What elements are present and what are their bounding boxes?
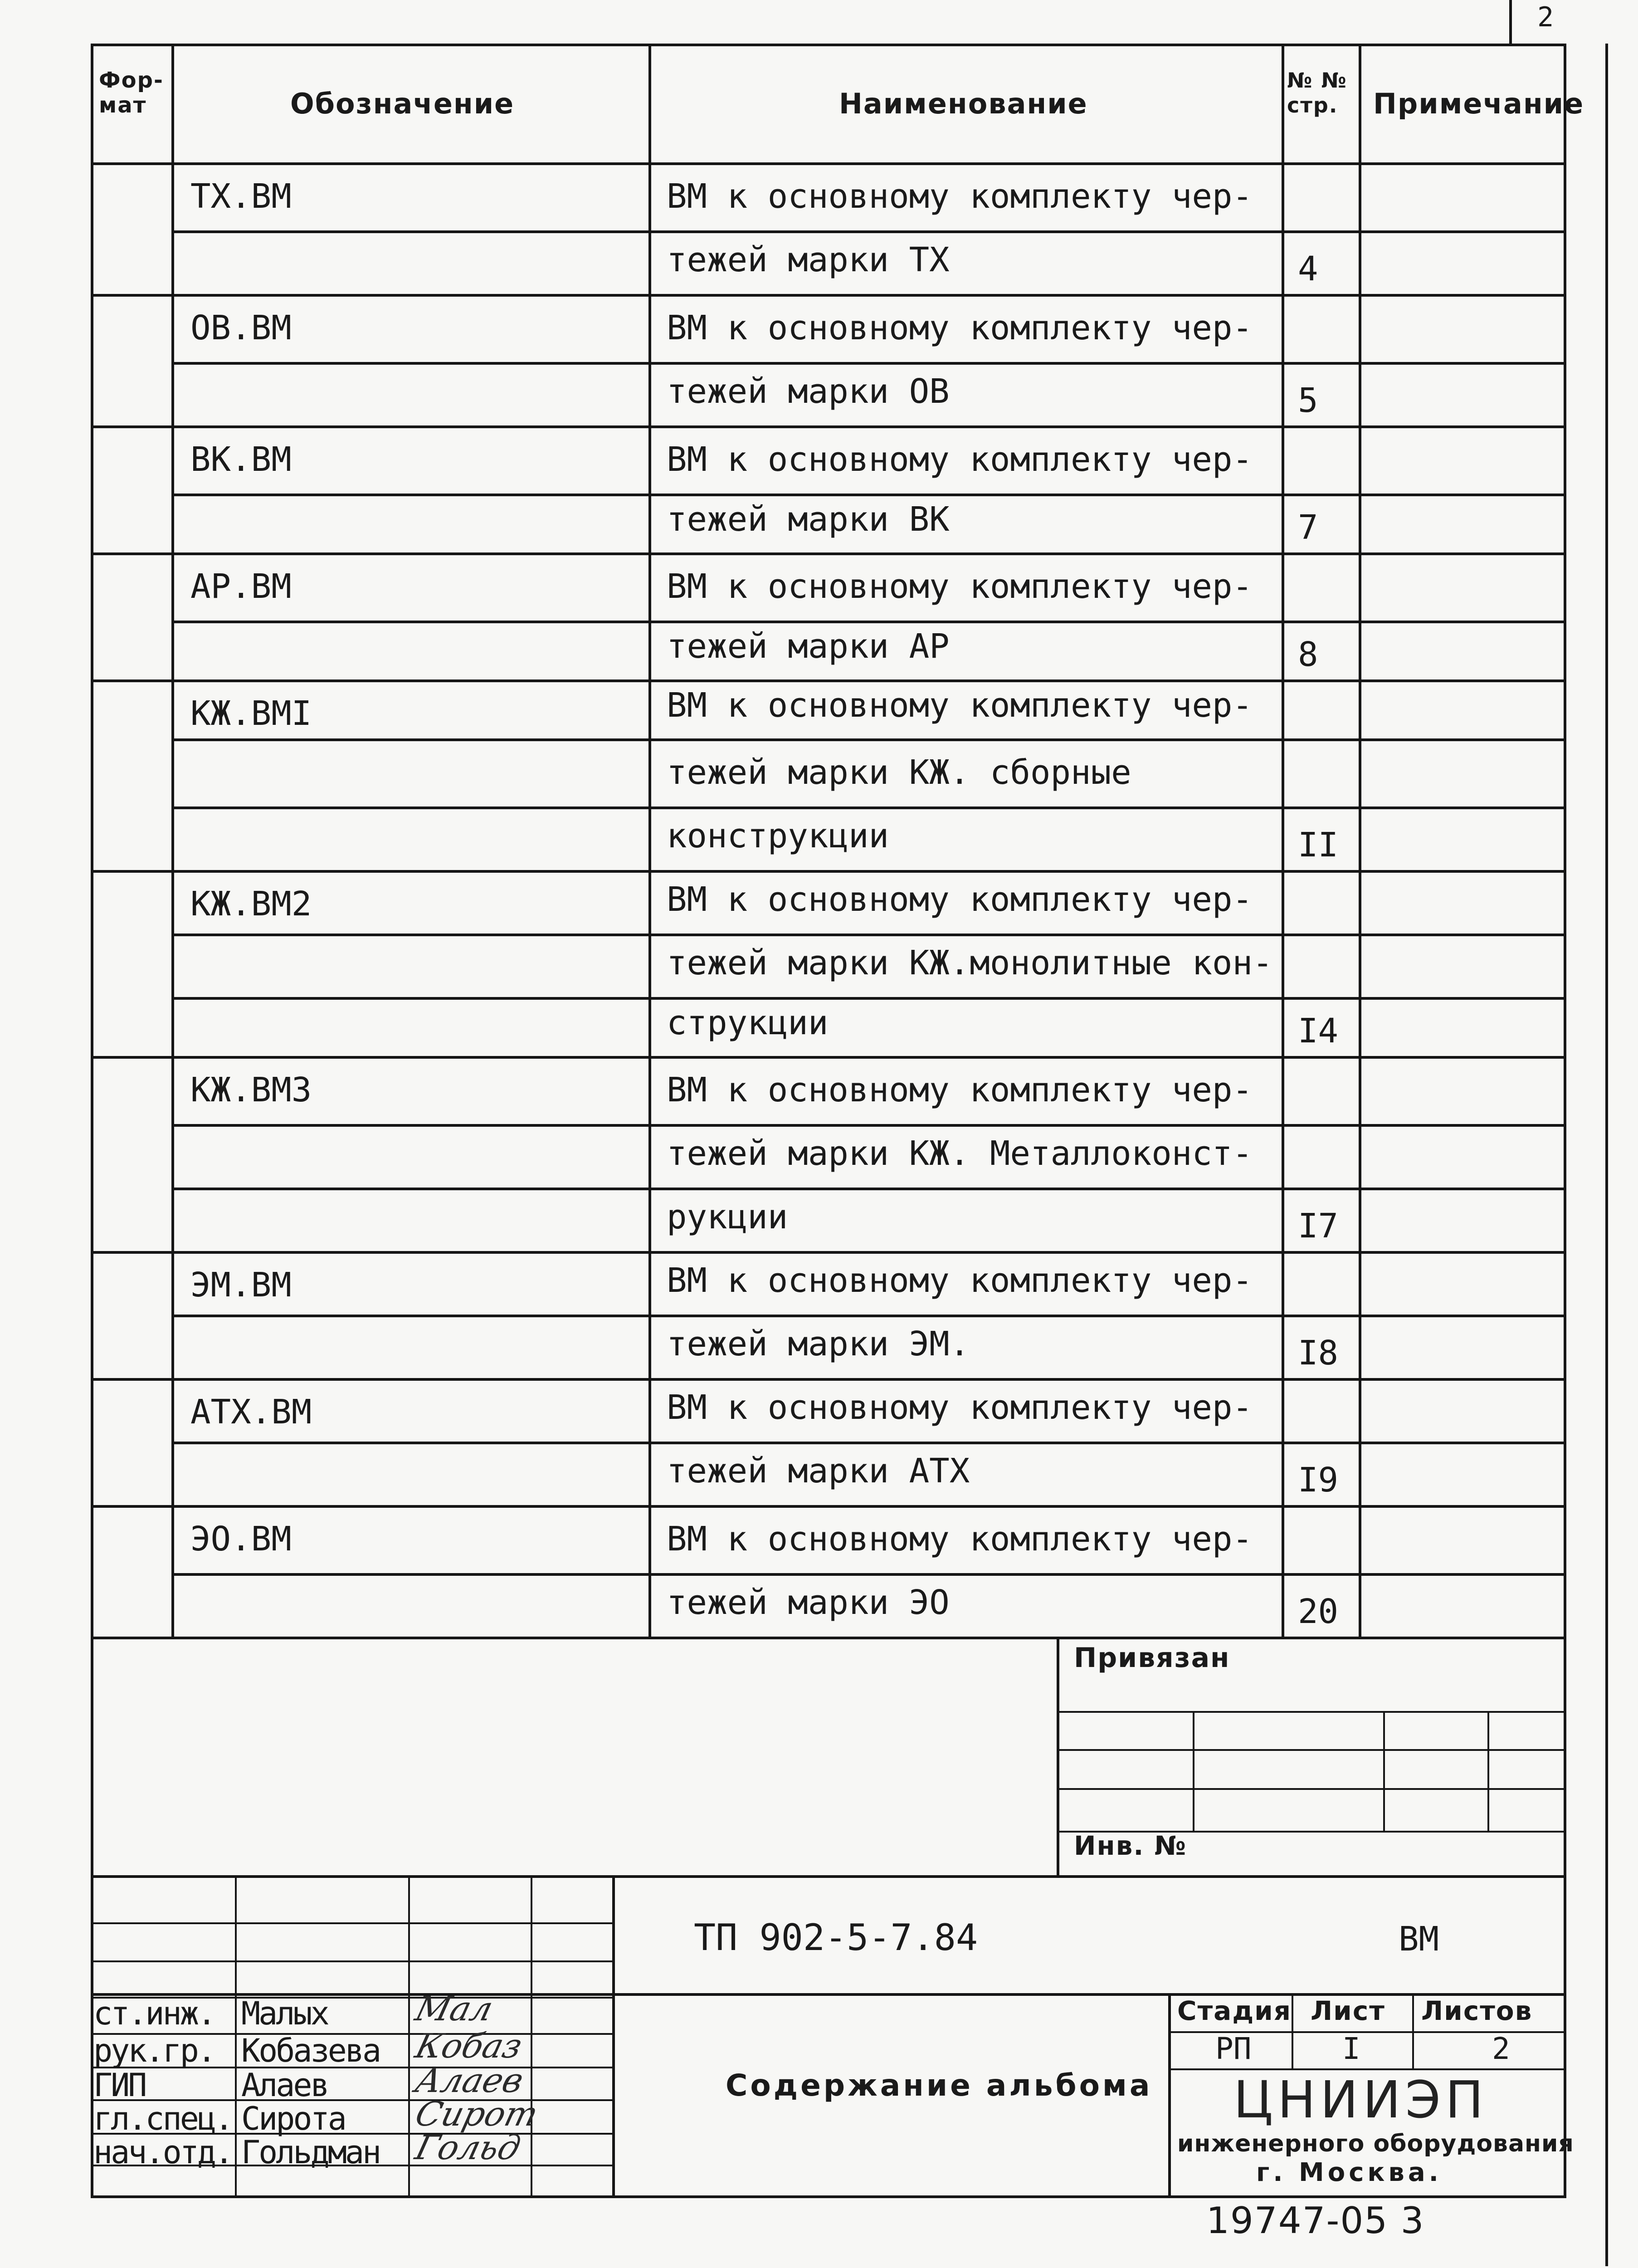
staff-role: ГИП	[93, 2067, 146, 2104]
tb-stage-col-1	[1292, 1993, 1293, 2068]
row-separator	[91, 1251, 1566, 1254]
tb-title-right-line	[1168, 1993, 1171, 2198]
row-separator	[171, 494, 1566, 496]
row-separator	[91, 552, 1566, 555]
sheet-label: Лист	[1311, 1995, 1385, 2026]
row-name: тежей марки ОВ	[667, 372, 950, 411]
binding-line-1	[1057, 1711, 1566, 1713]
staff-signature: Сирот	[411, 2095, 542, 2134]
binding-col-3	[1487, 1711, 1489, 1831]
row-designation: АТХ.ВМ	[190, 1393, 312, 1432]
title-block-top-line	[91, 1875, 1566, 1878]
header-note: Примечание	[1373, 87, 1584, 120]
binding-label: Привязан	[1074, 1642, 1230, 1674]
row-page: I9	[1298, 1461, 1339, 1500]
row-name: ВМ к основному комплекту чер-	[667, 686, 1253, 725]
table-header-bottom-line	[91, 162, 1566, 165]
row-separator	[171, 621, 1566, 623]
row-page: I7	[1298, 1207, 1339, 1246]
row-designation: КЖ.ВМ2	[190, 885, 312, 924]
doc-code: ТП 902-5-7.84	[694, 1916, 978, 1959]
row-name: тежей марки АР	[667, 627, 950, 666]
sheets-label: Листов	[1421, 1995, 1533, 2026]
stage-label: Стадия	[1177, 1995, 1292, 2026]
staff-name: Алаев	[241, 2067, 328, 2104]
col-line-page	[1359, 44, 1361, 1637]
row-separator	[171, 997, 1566, 1000]
row-designation: ОВ.ВМ	[190, 308, 292, 347]
row-separator	[171, 934, 1566, 936]
row-page: 4	[1298, 249, 1318, 288]
staff-role: нач.отд.	[93, 2134, 232, 2171]
row-name: рукции	[667, 1198, 788, 1237]
staff-name: Малых	[241, 1995, 328, 2032]
row-separator	[171, 1188, 1566, 1190]
corner-tick	[1509, 0, 1512, 44]
corner-mark: 2	[1537, 1, 1554, 33]
row-designation: КЖ.ВМI	[190, 694, 312, 733]
staff-name: Кобазева	[241, 2032, 380, 2069]
row-separator	[171, 362, 1566, 365]
tb-staff-line-2	[91, 1960, 612, 1962]
row-page: 20	[1298, 1592, 1339, 1631]
row-name: тежей марки ЭО	[667, 1583, 950, 1622]
staff-signature: Мал	[411, 1989, 497, 2028]
staff-signature: Алаев	[411, 2061, 527, 2100]
row-name: ВМ к основному комплекту чер-	[667, 177, 1253, 216]
stage-value: РП	[1215, 2031, 1252, 2066]
row-name: тежей марки КЖ. Металлоконст-	[667, 1134, 1253, 1173]
row-separator	[171, 1315, 1566, 1317]
row-name: тежей марки КЖ.монолитные кон-	[667, 943, 1273, 982]
col-line-designation	[648, 44, 651, 1637]
row-designation: ЭО.ВМ	[190, 1520, 292, 1559]
frame-bottom	[91, 2195, 1566, 2198]
row-designation: ТХ.ВМ	[190, 177, 292, 216]
row-separator	[171, 1124, 1566, 1127]
row-separator	[91, 679, 1566, 682]
row-designation: КЖ.ВМЗ	[190, 1070, 312, 1110]
binding-line-3	[1057, 1788, 1566, 1790]
row-name: ВМ к основному комплекту чер-	[667, 1070, 1253, 1110]
row-separator	[171, 1573, 1566, 1576]
table-bottom-line	[91, 1637, 1566, 1639]
row-separator	[91, 294, 1566, 297]
row-separator	[91, 1505, 1566, 1508]
header-page-no: № № стр.	[1287, 68, 1347, 118]
row-separator	[91, 1056, 1566, 1059]
doc-mark: ВМ	[1399, 1920, 1439, 1959]
tb-stage-col-2	[1412, 1993, 1414, 2068]
archive-number: 19747-05 3	[1206, 2200, 1425, 2242]
staff-signature: Кобаз	[411, 2027, 526, 2066]
row-separator	[171, 738, 1566, 741]
row-name: тежей марки ВК	[667, 500, 950, 539]
sheet-value: I	[1342, 2031, 1360, 2066]
tb-stage-value-line	[1168, 2068, 1566, 2070]
binding-col-2	[1383, 1711, 1385, 1831]
staff-role: ст.инж.	[93, 1995, 215, 2032]
row-page: II	[1298, 826, 1339, 865]
row-designation: ВК.ВМ	[190, 440, 292, 479]
row-page: I8	[1298, 1334, 1339, 1373]
frame-top	[91, 44, 1566, 46]
row-page: 8	[1298, 635, 1318, 674]
row-name: струкции	[667, 1003, 829, 1042]
row-separator	[171, 230, 1566, 233]
org-subtitle: инженерного оборудования	[1177, 2130, 1574, 2157]
staff-role: гл.спец.	[93, 2100, 232, 2137]
tb-staff-right-line	[612, 1875, 615, 2198]
outer-right-margin-line	[1605, 44, 1608, 2266]
staff-name: Гольдман	[241, 2134, 380, 2171]
row-name: конструкции	[667, 816, 889, 855]
binding-left-line	[1057, 1637, 1059, 1875]
row-page: I4	[1298, 1012, 1339, 1051]
row-page: 7	[1298, 508, 1318, 547]
header-format: Фор- мат	[99, 68, 164, 118]
row-separator	[91, 870, 1566, 873]
header-designation: Обозначение	[290, 87, 515, 120]
row-name: ВМ к основному комплекту чер-	[667, 440, 1253, 479]
row-name: ВМ к основному комплекту чер-	[667, 1520, 1253, 1559]
staff-signature: Гольд	[411, 2128, 525, 2167]
row-designation: АР.ВМ	[190, 567, 292, 606]
staff-role: рук.гр.	[93, 2032, 215, 2069]
sheets-value: 2	[1492, 2031, 1510, 2066]
row-name: ВМ к основному комплекту чер-	[667, 1388, 1253, 1427]
org-logo-name: ЦНИИЭП	[1233, 2071, 1488, 2130]
row-name: тежей марки ЭМ.	[667, 1325, 970, 1364]
inv-no-label: Инв. №	[1074, 1830, 1187, 1861]
row-name: ВМ к основному комплекту чер-	[667, 1261, 1253, 1300]
header-name: Наименование	[839, 87, 1088, 120]
tb-staff-line-1	[91, 1922, 612, 1924]
row-separator	[171, 807, 1566, 809]
row-name: ВМ к основному комплекту чер-	[667, 308, 1253, 347]
row-name: тежей марки АТХ	[667, 1452, 970, 1491]
binding-line-2	[1057, 1749, 1566, 1751]
col-line-format	[171, 44, 174, 1637]
col-line-name	[1282, 44, 1284, 1637]
doc-title: Содержание альбома	[726, 2068, 1153, 2103]
row-name: тежей марки КЖ. сборные	[667, 753, 1131, 792]
row-name: ВМ к основному комплекту чер-	[667, 880, 1253, 919]
row-designation: ЭМ.ВМ	[190, 1266, 292, 1305]
row-page: 5	[1298, 381, 1318, 420]
row-name: ВМ к основному комплекту чер-	[667, 567, 1253, 606]
row-separator	[91, 1378, 1566, 1381]
binding-col-1	[1193, 1711, 1194, 1831]
row-name: тежей марки ТХ	[667, 240, 950, 279]
row-separator	[91, 425, 1566, 428]
staff-name: Сирота	[241, 2100, 345, 2137]
row-separator	[171, 1442, 1566, 1444]
org-city: г. Москва.	[1256, 2158, 1442, 2187]
